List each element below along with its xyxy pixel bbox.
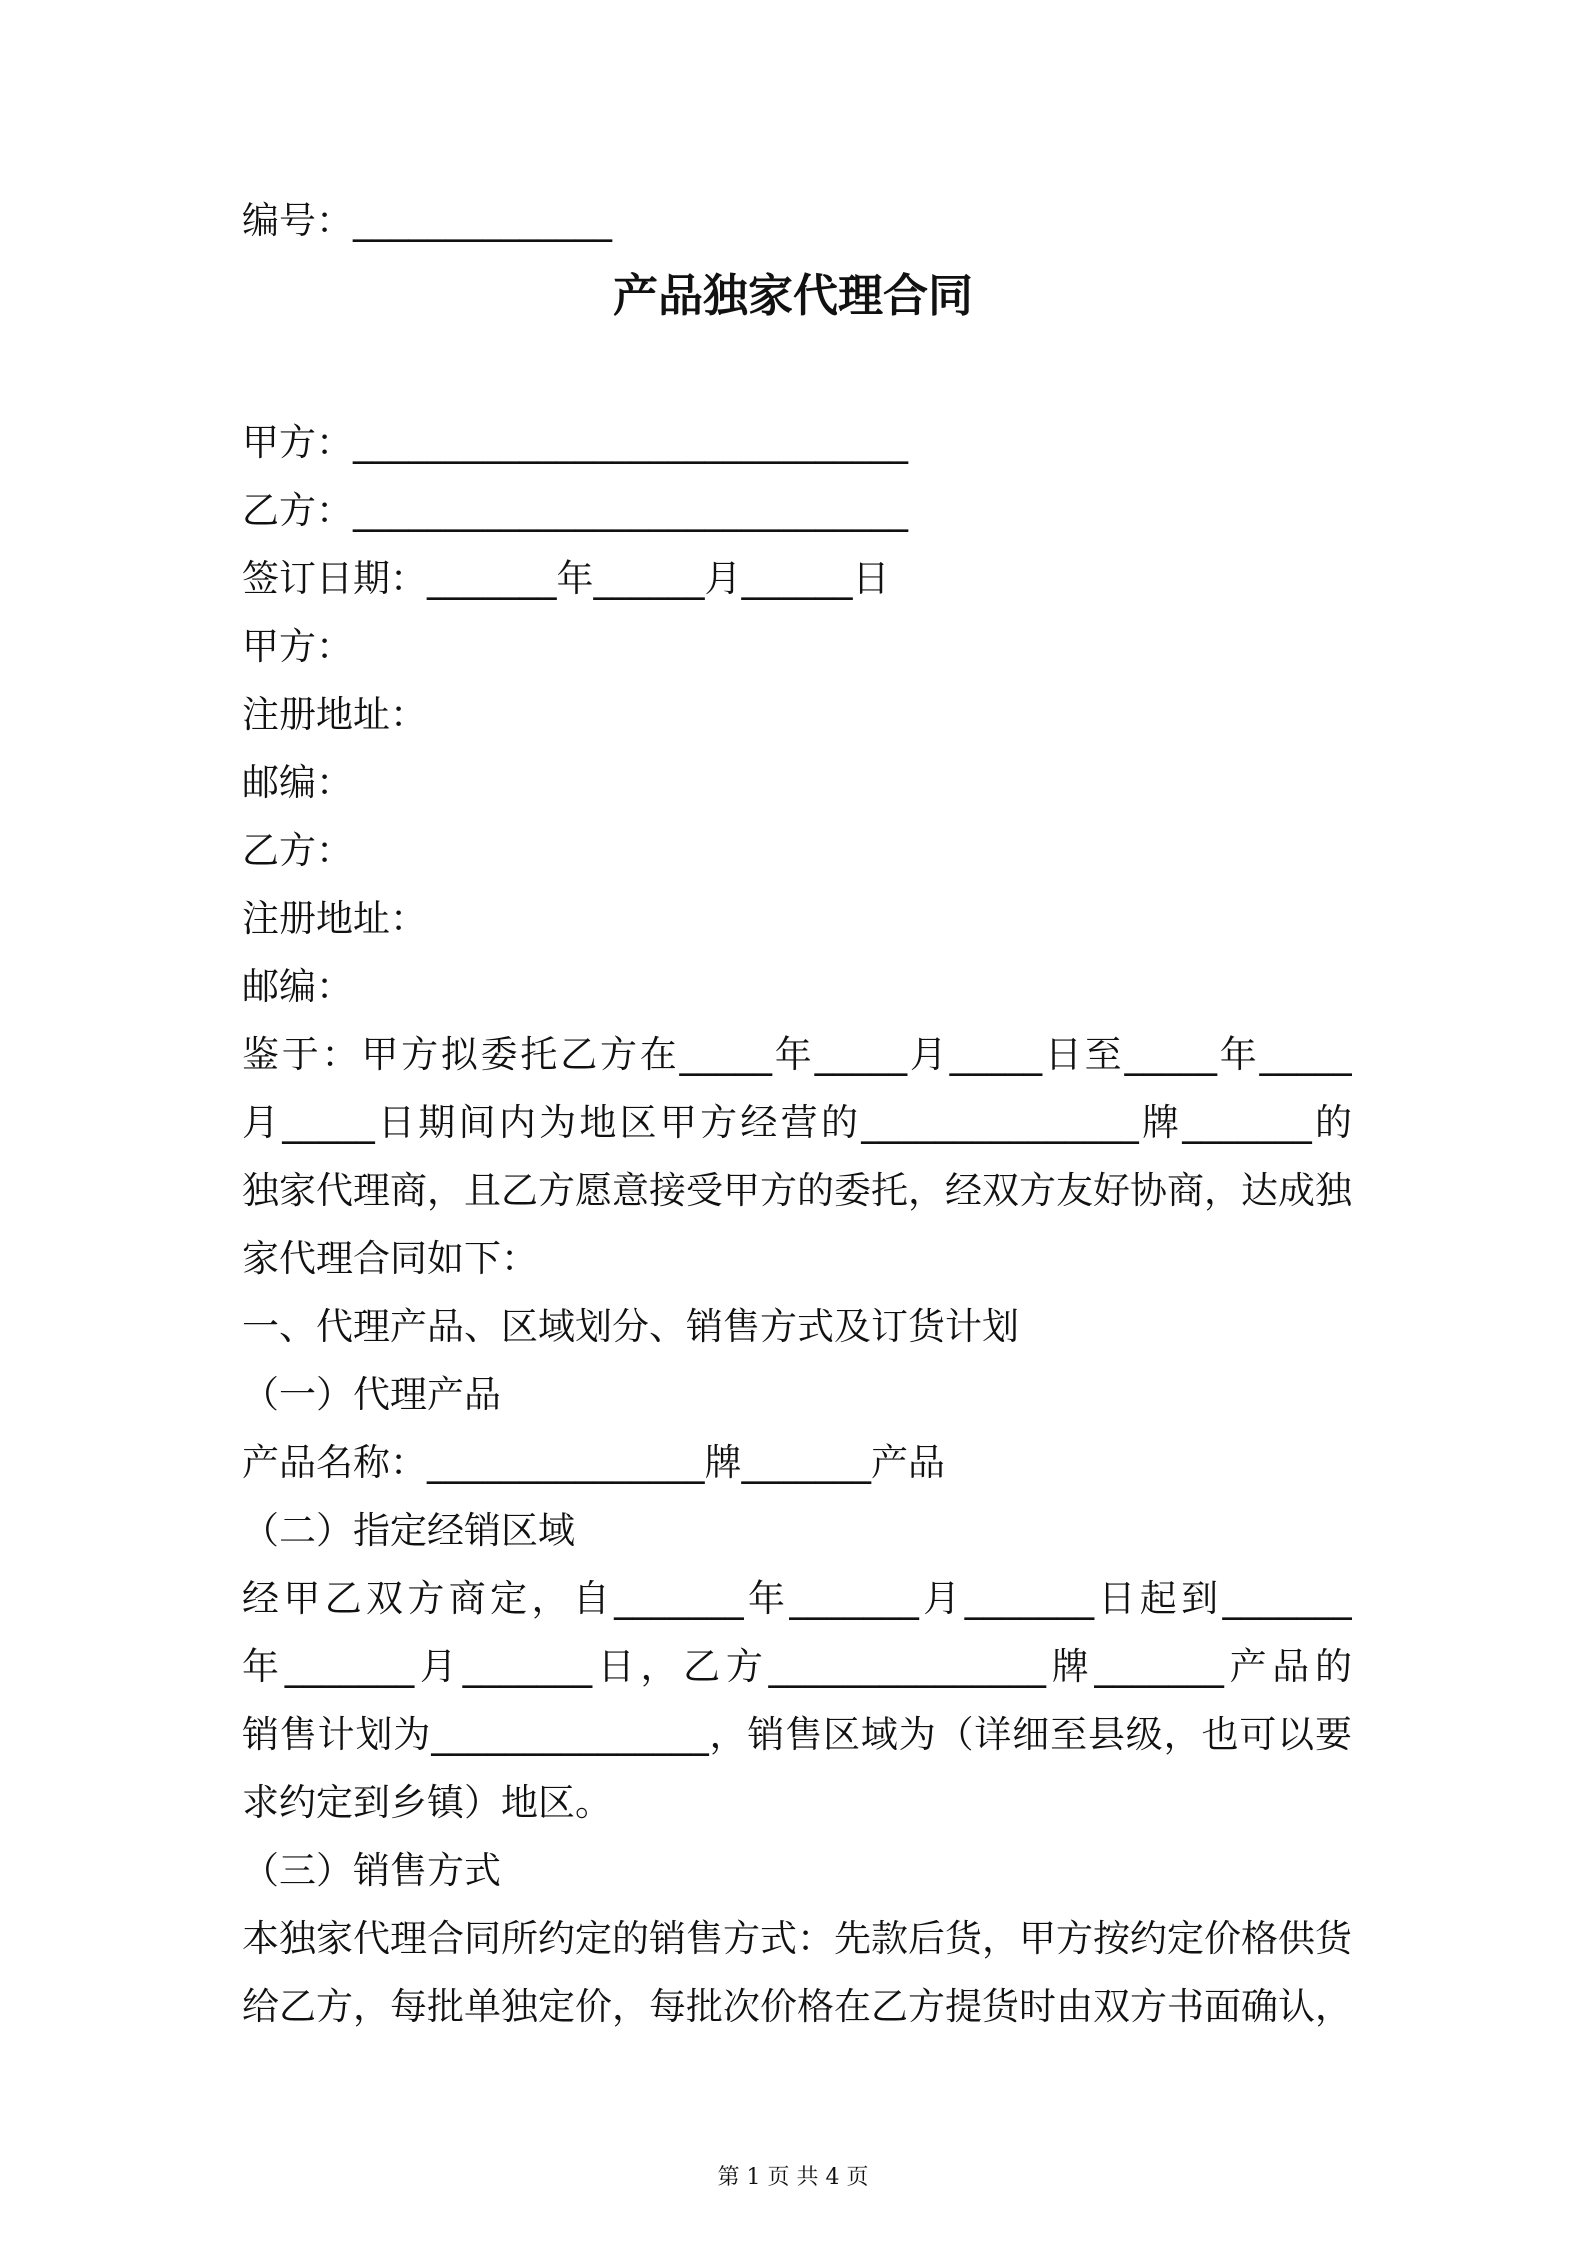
region-line-4: 求约定到乡镇）地区。	[242, 1781, 612, 1824]
party-b-address-label: 注册地址：	[242, 897, 427, 940]
party-a-address-label: 注册地址：	[242, 693, 427, 736]
sales-method-line-1: 本独家代理合同所约定的销售方式：先款后货，甲方按约定价格供货	[242, 1917, 1352, 1960]
recital-line-2: 月_____日期间内为地区甲方经营的_______________牌_______的	[242, 1101, 1352, 1144]
product-name-line: 产品名称：_______________牌_______产品	[242, 1441, 945, 1484]
serial-number: 编号：______________	[242, 199, 612, 242]
party-a-label: 甲方：	[242, 625, 353, 668]
page-footer: 第 1 页 共 4 页	[717, 2165, 869, 2190]
region-line-2: 年_______月_______日，乙方_______________牌_______产品的	[242, 1645, 1352, 1688]
subsection-3-heading: （三）销售方式	[242, 1849, 501, 1892]
party-b-postcode-label: 邮编：	[242, 965, 353, 1008]
party-a-postcode-label: 邮编：	[242, 761, 353, 804]
region-line-3: 销售计划为_______________，销售区域为（详细至县级，也可以要	[242, 1713, 1352, 1756]
subsection-1-heading: （一）代理产品	[242, 1373, 501, 1416]
recital-line-3: 独家代理商，且乙方愿意接受甲方的委托，经双方友好协商，达成独	[242, 1169, 1352, 1212]
region-line-1: 经甲乙双方商定，自_______年_______月_______日起到_______	[242, 1577, 1352, 1620]
document-title: 产品独家代理合同	[612, 269, 973, 322]
recital-line-1: 鉴于：甲方拟委托乙方在_____年_____月_____日至_____年_____	[242, 1033, 1352, 1076]
party-a-line: 甲方：______________________________	[242, 421, 908, 464]
section-1-heading: 一、代理产品、区域划分、销售方式及订货计划	[242, 1305, 1019, 1348]
signing-date-line: 签订日期：_______年______月______日	[242, 557, 890, 600]
party-b-line: 乙方：______________________________	[242, 489, 908, 532]
recital-line-4: 家代理合同如下：	[242, 1237, 538, 1280]
party-b-label: 乙方：	[242, 829, 353, 872]
subsection-2-heading: （二）指定经销区域	[242, 1509, 575, 1552]
sales-method-line-2: 给乙方，每批单独定价，每批次价格在乙方提货时由双方书面确认，	[242, 1985, 1352, 2028]
